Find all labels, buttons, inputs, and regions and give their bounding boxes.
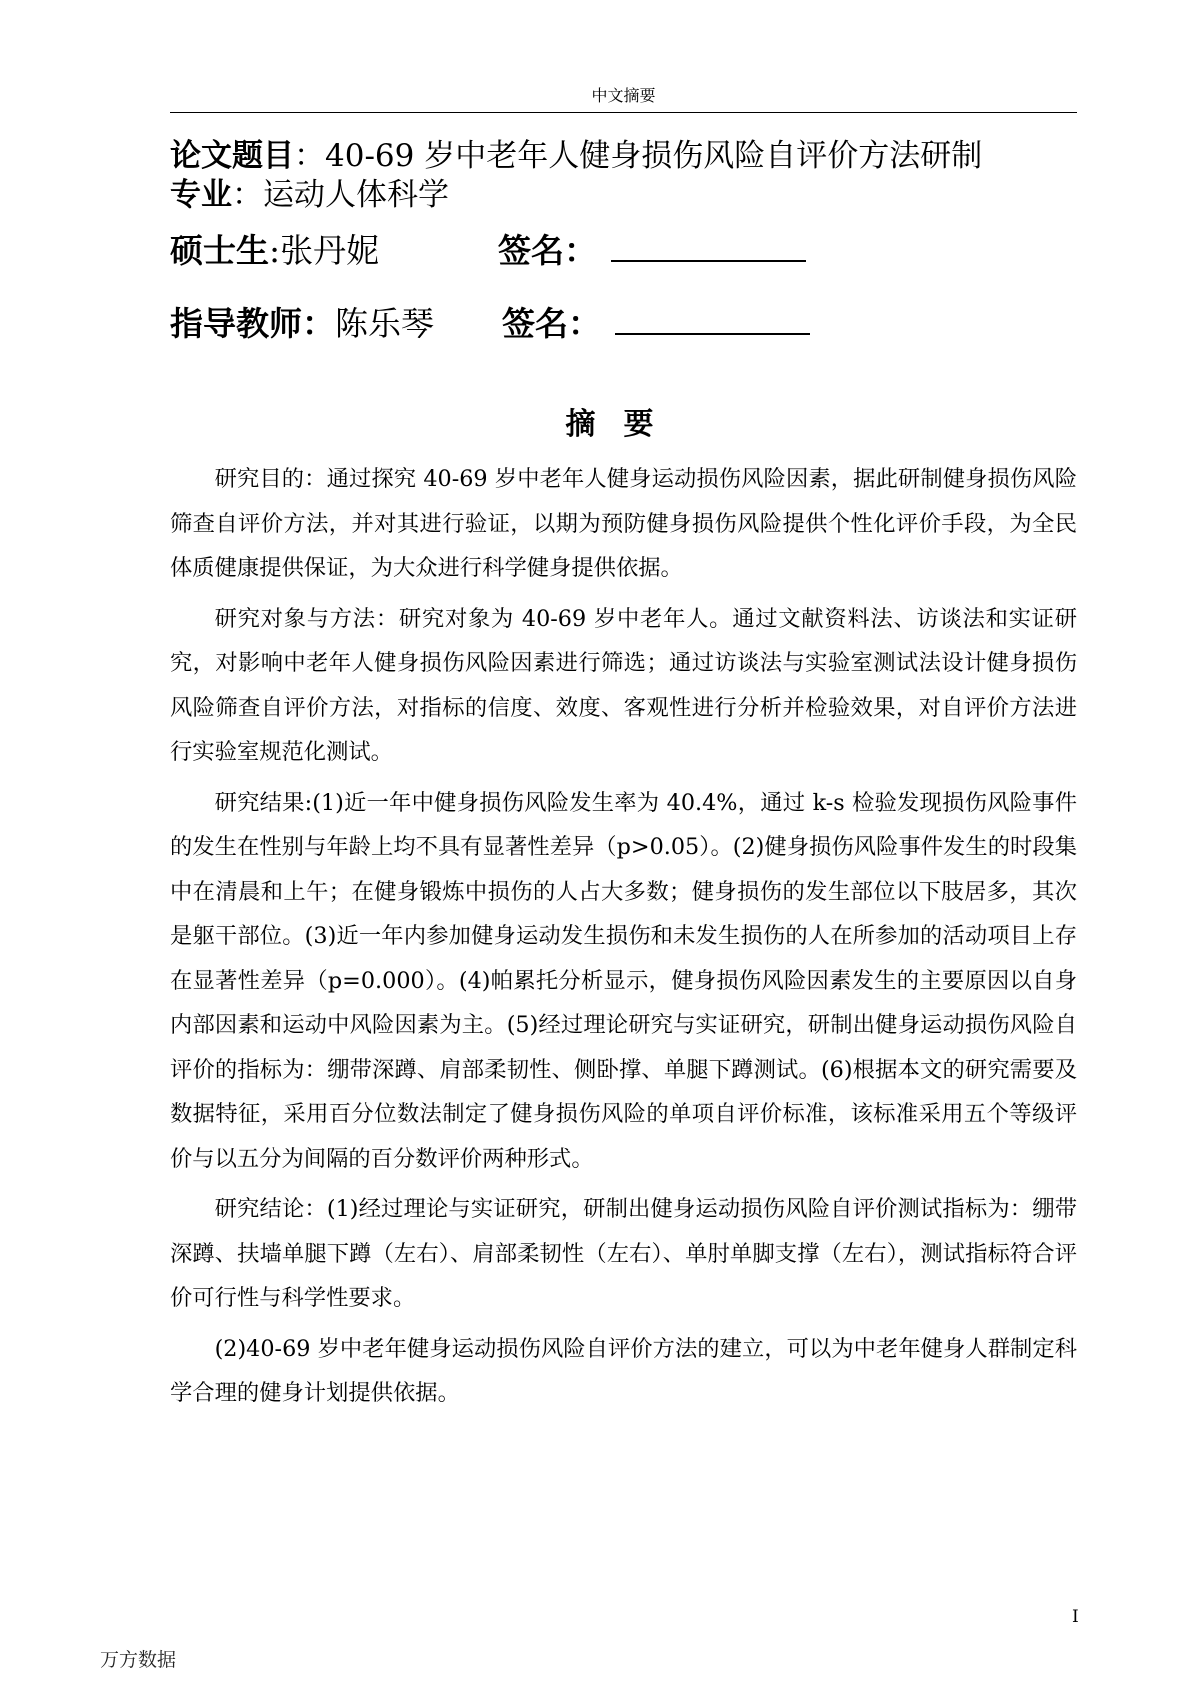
student-sign-label: 签名： xyxy=(498,231,597,270)
abstract-paragraph-results: 研究结果:(1)近一年中健身损伤风险发生率为 40.4%，通过 k-s 检验发现损伤风险事件的发生在性别与年龄上均不具有显著性差异（p>0.05）。(2)健身损伤风险事件发生的时段集中在清晨和上午；在健身锻炼中损伤的人占大多数；健身损伤的发生部位以下肢居多，其次是躯干部位。(3)近一年内参加健身运动发生损伤和未发生损伤的人在所参加的活动项目上存在显著性差异（p=0.000）。(4)帕累托分析显示，健身损伤风险因素发生的主要原因以自身内部因素和运动中风险因素为主。(5)经过理论研究与实证研究，研制出健身运动损伤风险自评价的指标为：绷带深蹲、肩部柔韧性、侧卧撑、单腿下蹲测试。(6)根据本文的研究需要及数据特征，采用百分位数法制定了健身损伤风险的单项自评价标准，该标准采用五个等级评价与以五分为间隔的百分数评价两种形式。 xyxy=(170,789,1077,1172)
abstract-paragraph-purpose: 研究目的：通过探究 40-69 岁中老年人健身运动损伤风险因素，据此研制健身损伤风险筛查自评价方法，并对其进行验证，以期为预防健身损伤风险提供个性化评价手段，为全民体质健康提供保证，为大众进行科学健身提供依据。 xyxy=(170,466,1077,581)
abstract-heading: 摘要 xyxy=(565,407,682,442)
abstract-paragraph-conclusion-2: (2)40-69 岁中老年健身运动损伤风险自评价方法的建立，可以为中老年健身人群制定科学合理的健身计划提供依据。 xyxy=(170,1335,1077,1406)
advisor-label: 指导教师： xyxy=(170,304,335,343)
student-signature-row xyxy=(170,231,597,271)
advisor-signature-line xyxy=(615,307,810,335)
running-header: 中文摘要 xyxy=(591,86,656,105)
page-number: I xyxy=(1072,1607,1079,1627)
advisor-sign-label: 签名： xyxy=(502,304,601,343)
advisor-name: 陈乐琴 xyxy=(335,304,434,343)
header-rule xyxy=(170,112,1077,113)
student-label: 硕士生 xyxy=(170,231,269,270)
abstract-paragraph-methods: 研究对象与方法：研究对象为 40-69 岁中老年人。通过文献资料法、访谈法和实证研究，对影响中老年人健身损伤风险因素进行筛选；通过访谈法与实验室测试法设计健身损伤风险筛查自评价方法，对指标的信度、效度、客观性进行分析并检验效果，对自评价方法进行实验室规范化测试。 xyxy=(170,605,1077,765)
thesis-major-label: 专业 xyxy=(170,177,232,213)
abstract-body xyxy=(170,457,1077,1422)
student-signature-line xyxy=(611,234,806,262)
advisor-sign-block xyxy=(502,304,810,344)
thesis-major xyxy=(170,176,449,214)
thesis-title-label: 论文题目 xyxy=(170,138,294,174)
thesis-major-value: ：运动人体科学 xyxy=(232,177,449,213)
watermark: 万方数据 xyxy=(100,1649,177,1671)
student-sign-block xyxy=(498,231,806,271)
student-name: :张丹妮 xyxy=(269,231,380,270)
thesis-title xyxy=(170,137,982,175)
abstract-paragraph-conclusion: 研究结论：(1)经过理论与实证研究，研制出健身运动损伤风险自评价测试指标为：绷带深蹲、扶墙单腿下蹲（左右）、肩部柔韧性（左右）、单肘单脚支撑（左右），测试指标符合评价可行性与科学性要求。 xyxy=(170,1196,1077,1311)
thesis-title-value: ：40-69 岁中老年人健身损伤风险自评价方法研制 xyxy=(294,138,983,174)
advisor-signature-row xyxy=(170,304,601,344)
